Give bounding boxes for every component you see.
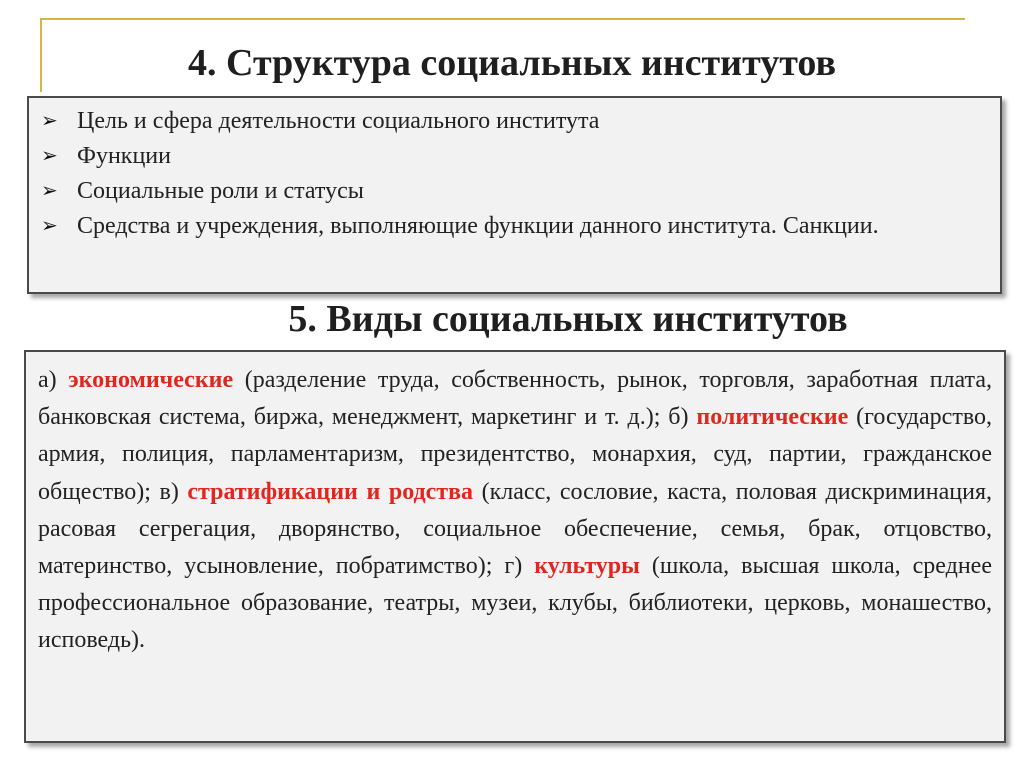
structure-list-box [27, 96, 1002, 294]
category-economic: экономические [68, 367, 234, 393]
list-item-text: Социальные роли и статусы [77, 178, 364, 204]
section1-title: 4. Структура социальных институтов [188, 42, 836, 84]
category-culture: культуры [534, 553, 640, 580]
list-item-text: Средства и учреждения, выполняющие функции данного института. Санкции. [77, 213, 879, 239]
paragraph-text: (государство, армия, полиция, парламентаризм, президентство, монархия, суд, партии, гражданское общество); в) [38, 404, 992, 505]
structure-list [29, 98, 1000, 244]
paragraph-text: (класс, сословие, каста, половая дискриминация, расовая сегрегация, дворянство, социальное обеспечение, семья, брак, отцовство, материнство, усыновление, побратимство); г) [38, 478, 992, 580]
section2-title: 5. Виды социальных институтов [288, 298, 848, 340]
list-item [41, 104, 1000, 139]
list-item-text: Цель и сфера деятельности социального института [77, 108, 600, 134]
list-item [41, 139, 1000, 174]
list-item-text: Функции [77, 143, 171, 169]
institution-types-paragraph [38, 362, 992, 660]
category-political: политические [696, 404, 849, 431]
arrow-bullet-icon: ➢ [41, 215, 58, 237]
paragraph-text: а) [38, 367, 69, 393]
arrow-bullet-icon: ➢ [41, 110, 58, 132]
arrow-bullet-icon: ➢ [41, 145, 58, 167]
decorative-frame-top [40, 18, 965, 20]
arrow-bullet-icon: ➢ [41, 180, 58, 202]
list-item [41, 209, 1000, 244]
list-item [41, 174, 1000, 209]
institution-types-box [24, 350, 1006, 743]
paragraph-text: (школа, высшая школа, среднее профессиональное образование, театры, музеи, клубы, библиотеки, церковь, монашество, исповедь). [38, 553, 992, 654]
paragraph-text: (разделение труда, собственность, рынок, торговля, заработная плата, банковская система, биржа, менеджмент, маркетинг и т. д.); б) [38, 367, 992, 431]
category-stratification-kinship: стратификации и родства [187, 478, 474, 505]
